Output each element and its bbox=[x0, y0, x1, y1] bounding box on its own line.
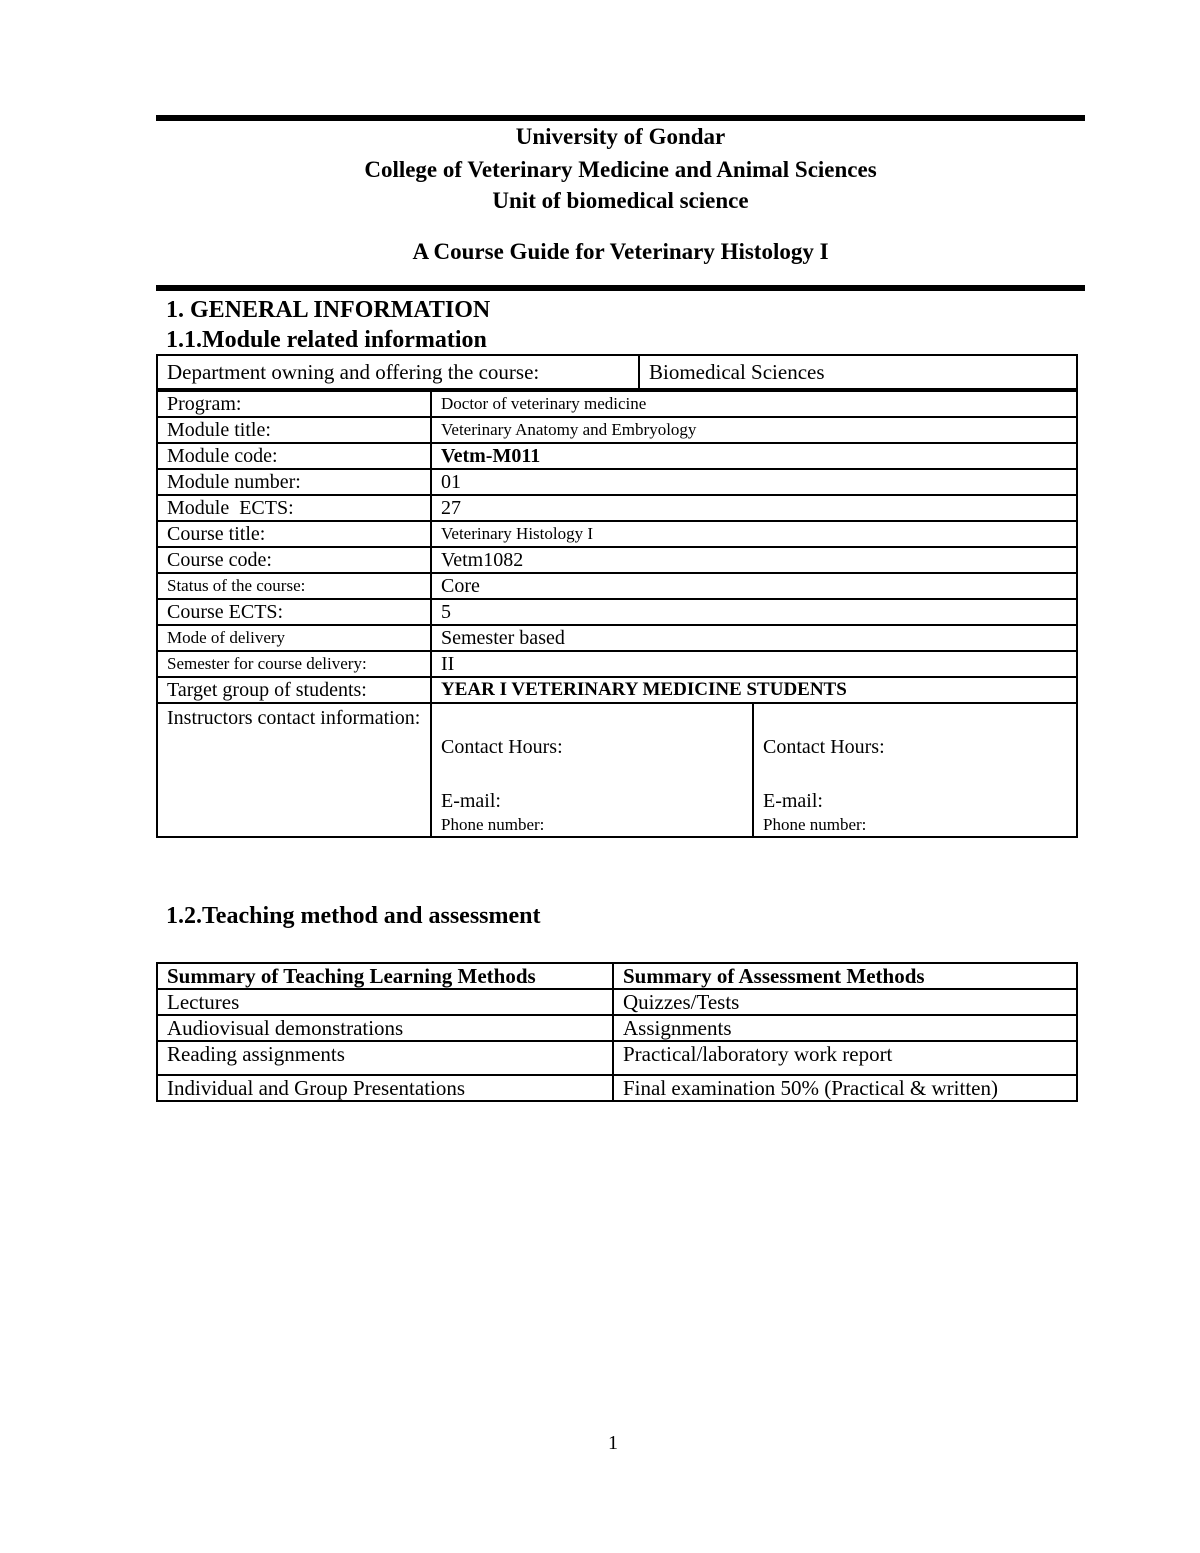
program-label: Program: bbox=[157, 391, 431, 417]
assessment-methods-header: Summary of Assessment Methods bbox=[613, 963, 1077, 989]
assessment-method-cell: Final examination 50% (Practical & written) bbox=[613, 1075, 1077, 1101]
table-row bbox=[157, 625, 1077, 651]
table-row bbox=[157, 651, 1077, 677]
course-code-value: Vetm1082 bbox=[431, 547, 1077, 573]
module-info-table bbox=[156, 390, 1078, 838]
instructors-label: Instructors contact information: bbox=[157, 703, 431, 837]
department-row bbox=[157, 355, 1077, 389]
assessment-method-cell: Assignments bbox=[613, 1015, 1077, 1041]
table-row bbox=[157, 1015, 1077, 1041]
table-row bbox=[157, 1041, 1077, 1075]
table-row bbox=[157, 469, 1077, 495]
department-table bbox=[156, 354, 1078, 390]
email-label: E-mail: bbox=[441, 790, 501, 812]
module-number-label: Module number: bbox=[157, 469, 431, 495]
table-row bbox=[157, 547, 1077, 573]
course-title-label: Course title: bbox=[157, 521, 431, 547]
page-number: 1 bbox=[608, 1432, 618, 1454]
table-row bbox=[157, 521, 1077, 547]
contact-hours-label: Contact Hours: bbox=[763, 736, 885, 758]
teaching-method-cell: Lectures bbox=[157, 989, 613, 1015]
table-row bbox=[157, 417, 1077, 443]
table-row bbox=[157, 443, 1077, 469]
delivery-mode-label: Mode of delivery bbox=[157, 625, 431, 651]
delivery-mode-value: Semester based bbox=[431, 625, 1077, 651]
department-label: Department owning and offering the course: bbox=[157, 355, 639, 389]
bottom-rule bbox=[156, 285, 1085, 291]
table-row bbox=[157, 677, 1077, 703]
department-value: Biomedical Sciences bbox=[639, 355, 1077, 389]
top-rule bbox=[156, 115, 1085, 121]
module-info-heading: 1.1.Module related information bbox=[166, 327, 487, 353]
course-code-label: Course code: bbox=[157, 547, 431, 573]
teaching-method-cell: Reading assignments bbox=[157, 1041, 613, 1075]
general-information-heading: 1. GENERAL INFORMATION bbox=[166, 297, 491, 323]
target-group-label: Target group of students: bbox=[157, 677, 431, 703]
phone-label: Phone number: bbox=[763, 815, 867, 834]
program-value: Doctor of veterinary medicine bbox=[431, 391, 1077, 417]
course-status-label: Status of the course: bbox=[157, 573, 431, 599]
teaching-assessment-table bbox=[156, 962, 1078, 1102]
teaching-methods-header: Summary of Teaching Learning Methods bbox=[157, 963, 613, 989]
instructors-row bbox=[157, 703, 1077, 837]
assessment-method-cell: Quizzes/Tests bbox=[613, 989, 1077, 1015]
module-ects-label: Module ECTS: bbox=[157, 495, 431, 521]
table-row bbox=[157, 391, 1077, 417]
instructor-contact-2 bbox=[753, 703, 1077, 837]
teaching-method-heading: 1.2.Teaching method and assessment bbox=[166, 903, 541, 929]
module-number-value: 01 bbox=[431, 469, 1077, 495]
module-title-value: Veterinary Anatomy and Embryology bbox=[431, 417, 1077, 443]
table-row bbox=[157, 599, 1077, 625]
semester-label: Semester for course delivery: bbox=[157, 651, 431, 677]
table-header-row bbox=[157, 963, 1077, 989]
assessment-method-cell: Practical/laboratory work report bbox=[613, 1041, 1077, 1075]
module-code-label: Module code: bbox=[157, 443, 431, 469]
course-ects-value: 5 bbox=[431, 599, 1077, 625]
university-name: University of Gondar bbox=[515, 124, 726, 149]
phone-label: Phone number: bbox=[441, 815, 545, 834]
unit-name: Unit of biomedical science bbox=[492, 188, 749, 213]
teaching-method-cell: Individual and Group Presentations bbox=[157, 1075, 613, 1101]
course-ects-label: Course ECTS: bbox=[157, 599, 431, 625]
table-row bbox=[157, 1075, 1077, 1101]
table-row bbox=[157, 573, 1077, 599]
module-ects-value: 27 bbox=[431, 495, 1077, 521]
target-group-value: YEAR I VETERINARY MEDICINE STUDENTS bbox=[431, 677, 1077, 703]
college-name: College of Veterinary Medicine and Animal Sciences bbox=[364, 157, 877, 182]
guide-title: A Course Guide for Veterinary Histology I bbox=[412, 239, 829, 264]
teaching-method-cell: Audiovisual demonstrations bbox=[157, 1015, 613, 1041]
instructor-contact-1 bbox=[431, 703, 753, 837]
table-row bbox=[157, 989, 1077, 1015]
email-label: E-mail: bbox=[763, 790, 823, 812]
module-code-value: Vetm-M011 bbox=[431, 443, 1077, 469]
course-title-value: Veterinary Histology I bbox=[431, 521, 1077, 547]
contact-hours-label: Contact Hours: bbox=[441, 736, 563, 758]
course-status-value: Core bbox=[431, 573, 1077, 599]
module-title-label: Module title: bbox=[157, 417, 431, 443]
semester-value: II bbox=[431, 651, 1077, 677]
table-row bbox=[157, 495, 1077, 521]
